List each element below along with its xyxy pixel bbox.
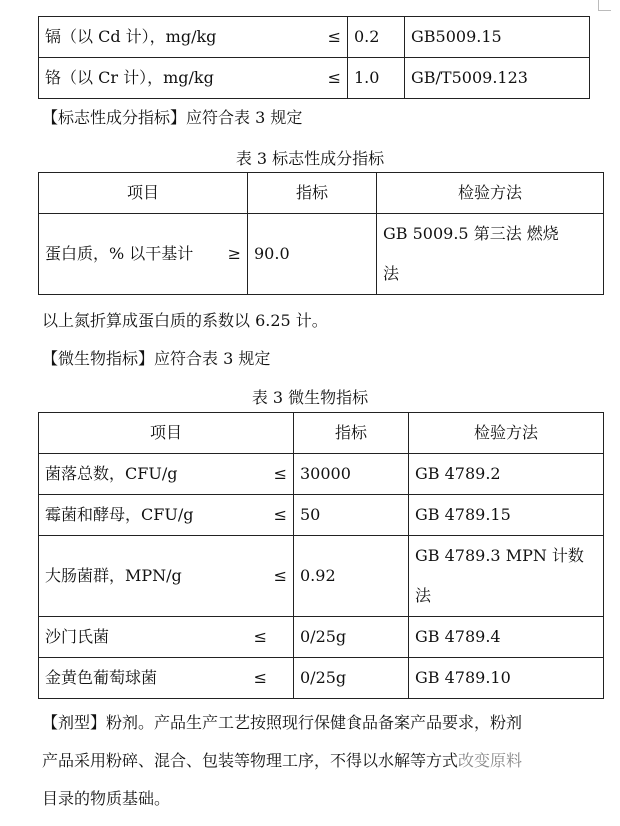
item-text: 镉（以 Cd 计），mg/kg [45,27,217,46]
table-row [39,495,604,536]
operator: ≤ [273,505,287,524]
heavy-metal-table [38,16,590,99]
value-cell: 30000 [294,454,409,495]
item-cell [39,658,294,699]
paragraph-micro-spec: 【微生物指标】应符合表 3 规定 [42,349,271,368]
method-line: GB 5009.5 第三法 燃烧 [383,224,559,243]
table-row [39,58,590,99]
table-row [39,17,590,58]
method-cell: GB 4789.2 [409,454,604,495]
paragraph-nitrogen-factor: 以上氮折算成蛋白质的系数以 6.25 计。 [42,311,328,330]
method-cell: GB/T5009.123 [405,58,590,99]
dosage-form-text: 粉剂。产品生产工艺按照现行保健食品备案产品要求，粉剂 [106,713,523,732]
item-text: 蛋白质，% 以干基计 [45,244,194,263]
header-value: 指标 [294,413,409,454]
method-cell [409,536,604,617]
operator: ≤ [273,464,287,483]
table-header-row [39,413,604,454]
operator: ≤ [273,566,287,585]
marker-table [38,172,604,295]
item-text: 金黄色葡萄球菌 [45,668,158,687]
item-cell [39,617,294,658]
value-cell: 0.2 [348,17,405,58]
table-caption-marker: 表 3 标志性成分指标 [235,149,385,168]
table-row [39,214,604,295]
table-caption-micro: 表 3 微生物指标 [251,388,369,407]
paragraph-dosage-form-line3: 目录的物质基础。 [42,789,171,808]
dosage-form-text: 产品采用粉碎、混合、包装等物理工序，不得以水解等方式 [42,751,459,770]
item-cell [39,17,348,58]
item-cell [39,495,294,536]
method-cell: GB5009.15 [405,17,590,58]
operator: ≤ [327,68,341,87]
operator: ≤ [253,668,267,687]
value-cell: 50 [294,495,409,536]
item-cell [39,536,294,617]
page-corner-mark [598,0,611,11]
method-line: 法 [415,586,432,605]
table-row [39,454,604,495]
operator: ≥ [227,244,241,263]
dosage-form-heading: 【剂型】 [42,713,107,732]
value-cell: 0/25g [294,617,409,658]
item-text: 铬（以 Cr 计），mg/kg [45,68,214,87]
value-cell: 90.0 [248,214,377,295]
micro-table [38,412,604,699]
method-cell [377,214,604,295]
paragraph-dosage-form-line2 [42,748,522,771]
paragraph-marker-spec: 【标志性成分指标】应符合表 3 规定 [42,108,303,127]
item-text: 霉菌和酵母，CFU/g [45,505,194,524]
value-cell: 0/25g [294,658,409,699]
value-cell: 0.92 [294,536,409,617]
table-row [39,617,604,658]
table-row [39,658,604,699]
method-cell: GB 4789.15 [409,495,604,536]
method-line: GB 4789.3 MPN 计数 [415,546,584,565]
item-cell [39,214,248,295]
item-cell [39,454,294,495]
operator: ≤ [253,627,267,646]
item-cell [39,58,348,99]
table-row [39,536,604,617]
method-cell: GB 4789.4 [409,617,604,658]
header-item: 项目 [39,173,248,214]
header-method: 检验方法 [377,173,604,214]
value-cell: 1.0 [348,58,405,99]
item-text: 沙门氏菌 [45,627,110,646]
header-method: 检验方法 [409,413,604,454]
table-header-row [39,173,604,214]
method-cell: GB 4789.10 [409,658,604,699]
operator: ≤ [327,27,341,46]
paragraph-dosage-form-line1 [42,710,522,733]
item-text: 菌落总数，CFU/g [45,464,178,483]
dosage-form-text-faded: 改变原料 [458,751,523,770]
header-item: 项目 [39,413,294,454]
method-line: 法 [383,264,400,283]
header-value: 指标 [248,173,377,214]
item-text: 大肠菌群，MPN/g [45,566,182,585]
